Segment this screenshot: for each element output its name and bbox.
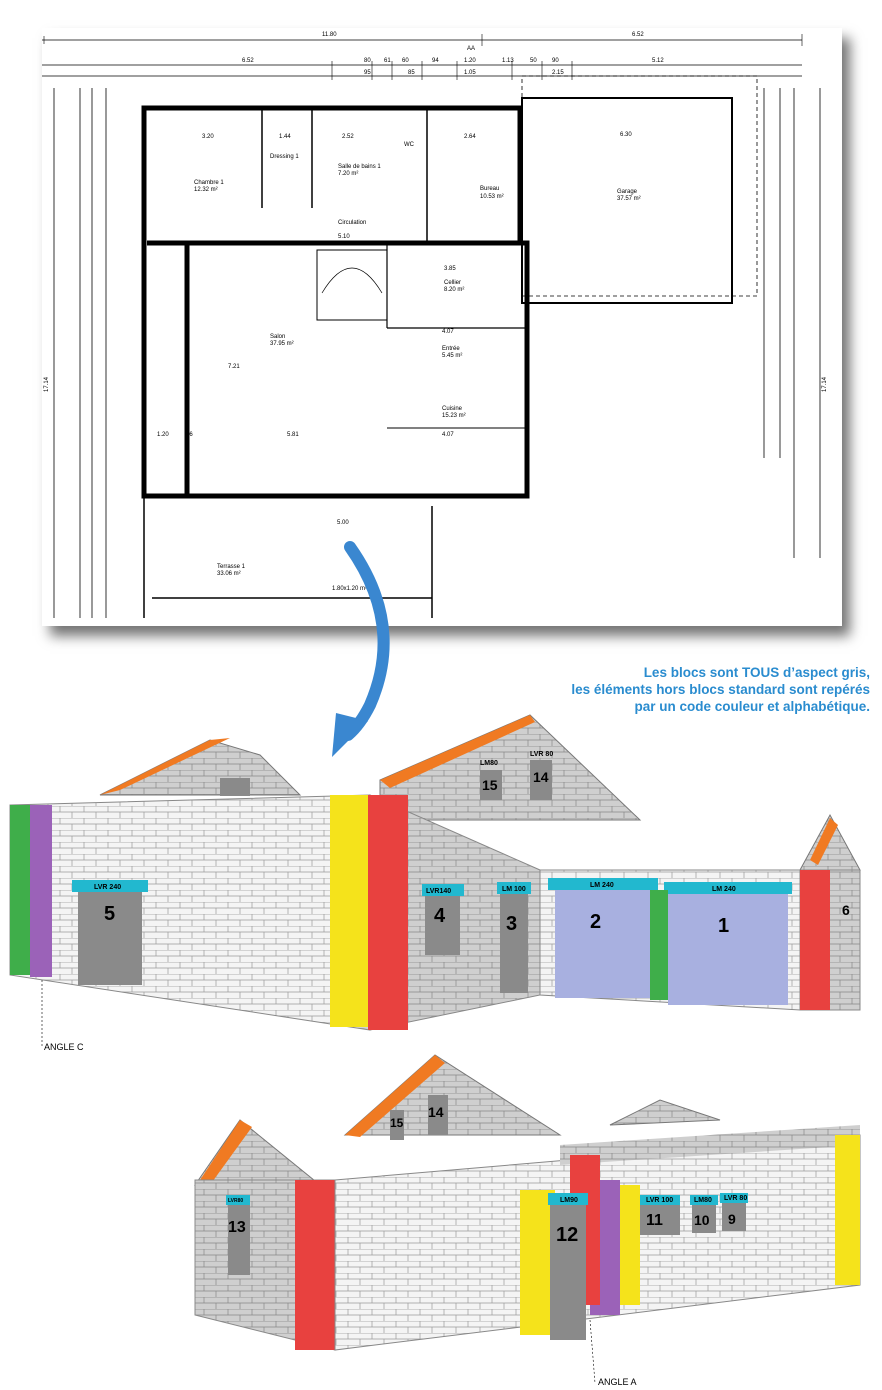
room-terrasse-w: 5.00	[337, 520, 349, 526]
room-salon-area: 37.95 m²	[270, 341, 294, 347]
floor-plan-drawing	[42, 28, 842, 626]
v2-opening-12: 12	[556, 1224, 579, 1246]
room-chambre-name: Chambre 1	[194, 180, 224, 186]
v2-opening-9: 9	[728, 1211, 736, 1227]
v1-opening-2: 2	[590, 911, 602, 933]
room-salon-x: 1.20	[157, 432, 169, 438]
note-line-1: Les blocs sont TOUS d’aspect gris,	[643, 665, 870, 680]
dim-row2-3: 60	[402, 58, 409, 64]
v1-lintel-4: LM 240	[712, 886, 736, 893]
room-circulation-w: 5.10	[338, 234, 350, 240]
room-cellier-area: 8.20 m²	[444, 287, 465, 293]
room-dressing-name: Dressing 1	[270, 154, 299, 160]
v1-lintel-5: LM80	[480, 760, 498, 767]
dim-left-total: 17.14	[44, 376, 50, 392]
v1-lintel-0: LVR 240	[94, 884, 122, 891]
v1-opening-15: 15	[482, 777, 498, 793]
room-bureau-w: 2.64	[464, 134, 476, 140]
v1-opening-3: 3	[506, 913, 518, 935]
dim-row2-0: 6.52	[242, 58, 254, 64]
block-view-2	[0, 1045, 882, 1390]
v2-opening-11: 11	[646, 1212, 663, 1229]
dim-row3-1: 85	[408, 70, 415, 76]
v2-opening-15: 15	[390, 1116, 404, 1130]
floor-plan-sheet	[42, 28, 842, 626]
room-cellier-name: Cellier	[444, 280, 462, 286]
room-salon-h: 7.21	[228, 364, 240, 370]
v1-opening-4: 4	[434, 905, 446, 927]
room-chambre-w: 3.20	[202, 134, 214, 140]
v2-lintel-1: LM80	[694, 1197, 712, 1204]
room-cellier-w: 3.85	[444, 266, 456, 272]
dim-right-top: 6.52	[632, 32, 644, 38]
room-salon-x2: 36	[186, 432, 193, 438]
dim-right-total: 17.14	[822, 376, 828, 392]
v1-angle-label: ANGLE C	[44, 1042, 84, 1052]
v2-opening-14: 14	[428, 1104, 444, 1120]
room-circulation-name: Circulation	[338, 220, 367, 226]
v1-lintel-6: LVR 80	[530, 751, 554, 758]
room-cuisine-area: 15.23 m²	[442, 413, 466, 419]
room-sdb-w: 2.52	[342, 134, 354, 140]
room-sdb-area: 7.20 m²	[338, 171, 359, 177]
v1-opening-1: 1	[718, 915, 730, 937]
dim-row2-9: 5.12	[652, 58, 664, 64]
v2-opening-10: 10	[694, 1212, 710, 1228]
v1-opening-5: 5	[104, 903, 116, 925]
dim-row2-6: 1.13	[502, 58, 514, 64]
room-salon-w: 5.81	[287, 432, 299, 438]
room-garage-w: 6.30	[620, 132, 632, 138]
v2-lintel-4: LVR80	[228, 1198, 244, 1204]
dim-row3-2: 1.05	[464, 70, 476, 76]
v1-lintel-3: LM 240	[590, 882, 614, 889]
dim-row2-4: 94	[432, 58, 439, 64]
dim-row2-1: 80	[364, 58, 371, 64]
v1-lintel-1: LVR140	[426, 888, 452, 895]
legend-note	[500, 664, 870, 715]
axis-label: AA	[467, 46, 476, 52]
room-salon-name: Salon	[270, 334, 286, 340]
plan-extra: 1.80x1.20 m²	[332, 586, 368, 592]
room-garage-name: Garage	[617, 189, 638, 195]
room-dressing-w: 1.44	[279, 134, 291, 140]
room-entree-name: Entrée	[442, 346, 460, 352]
note-line-3: par un code couleur et alphabétique.	[634, 699, 870, 714]
room-bureau-name: Bureau	[480, 186, 500, 192]
v2-opening-13: 13	[228, 1219, 246, 1236]
dim-row3-0: 95	[364, 70, 371, 76]
room-terrasse-area: 33.06 m²	[217, 571, 241, 577]
room-garage-area: 37.57 m²	[617, 196, 641, 202]
v2-lintel-0: LVR 100	[646, 1197, 674, 1204]
v1-opening-6: 6	[842, 902, 850, 918]
dim-row2-2: 61	[384, 58, 391, 64]
dim-row2-7: 50	[530, 58, 537, 64]
block-view-1	[0, 710, 882, 1070]
dim-row2-8: 90	[552, 58, 559, 64]
v1-lintel-2: LM 100	[502, 886, 526, 893]
room-bureau-area: 10.53 m²	[480, 194, 504, 200]
dim-total-top: 11.80	[322, 32, 337, 38]
room-cuisine-name: Cuisine	[442, 406, 463, 412]
room-wc-name: WC	[404, 142, 414, 148]
room-sdb-name: Salle de bains 1	[338, 164, 381, 170]
room-entree-area: 5.45 m²	[442, 353, 463, 359]
room-chambre-area: 12.32 m²	[194, 187, 218, 193]
room-terrasse-name: Terrasse 1	[217, 564, 246, 570]
dim-row3-3: 2.15	[552, 70, 564, 76]
dim-row2-5: 1.20	[464, 58, 476, 64]
room-cuisine-w: 4.07	[442, 432, 454, 438]
v2-angle-label: ANGLE A	[598, 1377, 637, 1387]
note-line-2: les éléments hors blocs standard sont repérés	[571, 682, 870, 697]
room-entree-w: 4.07	[442, 329, 454, 335]
v1-opening-14: 14	[533, 769, 549, 785]
v2-lintel-3: LM90	[560, 1197, 578, 1204]
v2-lintel-2: LVR 80	[724, 1195, 748, 1202]
